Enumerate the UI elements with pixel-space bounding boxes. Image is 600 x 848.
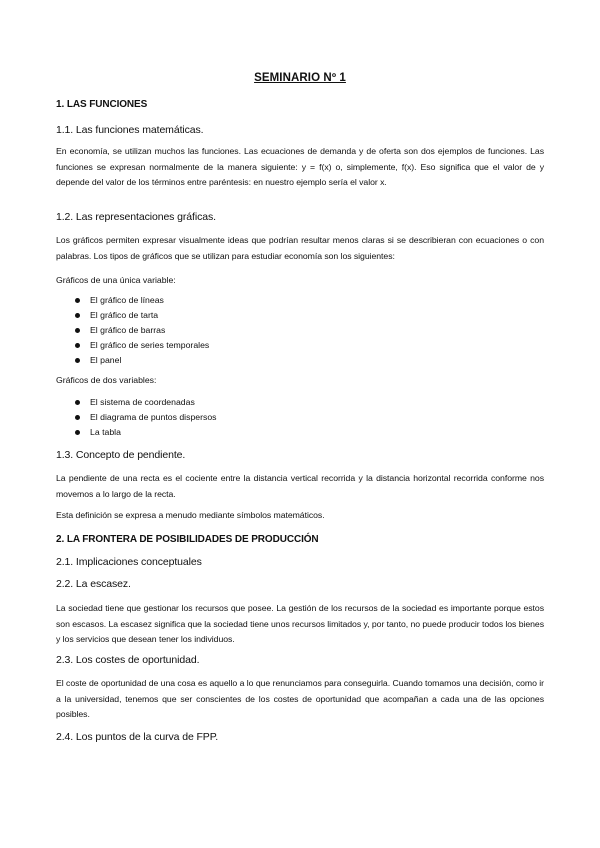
bullet-icon: [75, 430, 80, 435]
list-item: El panel: [56, 353, 209, 368]
subsection-heading-funciones-matematicas: 1.1. Las funciones matemáticas.: [56, 124, 204, 136]
paragraph-pendiente: La pendiente de una recta es el cociente entre la distancia vertical recorrida y la distancia horizontal recorrida conforme nos movemos a lo largo de la recta.: [56, 473, 544, 499]
list-item: El gráfico de barras: [56, 323, 209, 338]
section-heading-fpp: 2. LA FRONTERA DE POSIBILIDADES DE PRODUCCIÓN: [56, 534, 319, 545]
subsection-heading-pendiente: 1.3. Concepto de pendiente.: [56, 449, 186, 461]
label-dos-variables: Gráficos de dos variables:: [56, 375, 157, 385]
bullet-icon: [75, 358, 80, 363]
bullet-icon: [75, 298, 80, 303]
list-item: La tabla: [56, 425, 217, 440]
list-item: El sistema de coordenadas: [56, 395, 217, 410]
paragraph-costes: El coste de oportunidad de una cosa es aquello a lo que renunciamos para conseguirla. Cuando tomamos una decisión, como ir a la universidad, tenemos que ser conscientes de los costes de oportunidad que acompañan a cada una de las opciones posibles.: [56, 678, 544, 720]
subsection-heading-implicaciones: 2.1. Implicaciones conceptuales: [56, 556, 202, 568]
subsection-heading-representaciones: 1.2. Las representaciones gráficas.: [56, 211, 216, 223]
list-dos-variables: [56, 395, 217, 440]
subsection-heading-puntos-fpp: 2.4. Los puntos de la curva de FPP.: [56, 731, 219, 743]
label-una-variable: Gráficos de una única variable:: [56, 275, 176, 285]
subsection-heading-escasez: 2.2. La escasez.: [56, 578, 131, 590]
list-item: El diagrama de puntos dispersos: [56, 410, 217, 425]
list-item: El gráfico de líneas: [56, 293, 209, 308]
list-item: El gráfico de tarta: [56, 308, 209, 323]
bullet-icon: [75, 400, 80, 405]
paragraph-graficos: Los gráficos permiten expresar visualmente ideas que podrían resultar menos claras si se describieran con ecuaciones o con palabras. Los tipos de gráficos que se utilizan para estudiar economía son los siguientes:: [56, 235, 544, 261]
bullet-icon: [75, 343, 80, 348]
section-heading-funciones: 1. LAS FUNCIONES: [56, 99, 148, 110]
page-title: SEMINARIO Nº 1: [254, 72, 346, 84]
bullet-icon: [75, 328, 80, 333]
paragraph-definicion: Esta definición se expresa a menudo mediante símbolos matemáticos.: [56, 510, 325, 520]
list-item: El gráfico de series temporales: [56, 338, 209, 353]
list-una-variable: [56, 293, 209, 368]
paragraph-escasez: La sociedad tiene que gestionar los recursos que posee. La gestión de los recursos de la sociedad es importante porque estos son escasos. La escasez significa que la sociedad tiene unos recursos limitados y, por tanto, no puede producir todos los bienes y los servicios que desean tener los individuos.: [56, 603, 544, 645]
paragraph-funciones: En economía, se utilizan muchos las funciones. Las ecuaciones de demanda y de oferta son dos ejemplos de funciones. Las funciones se expresan normalmente de la manera siguiente: y = f(x) o, simplemente, f(x). Eso significa que el valor de y depende del valor de los términos entre paréntesis: en nuestro ejemplo sería el valor x.: [56, 146, 544, 188]
bullet-icon: [75, 415, 80, 420]
bullet-icon: [75, 313, 80, 318]
subsection-heading-costes: 2.3. Los costes de oportunidad.: [56, 654, 200, 666]
